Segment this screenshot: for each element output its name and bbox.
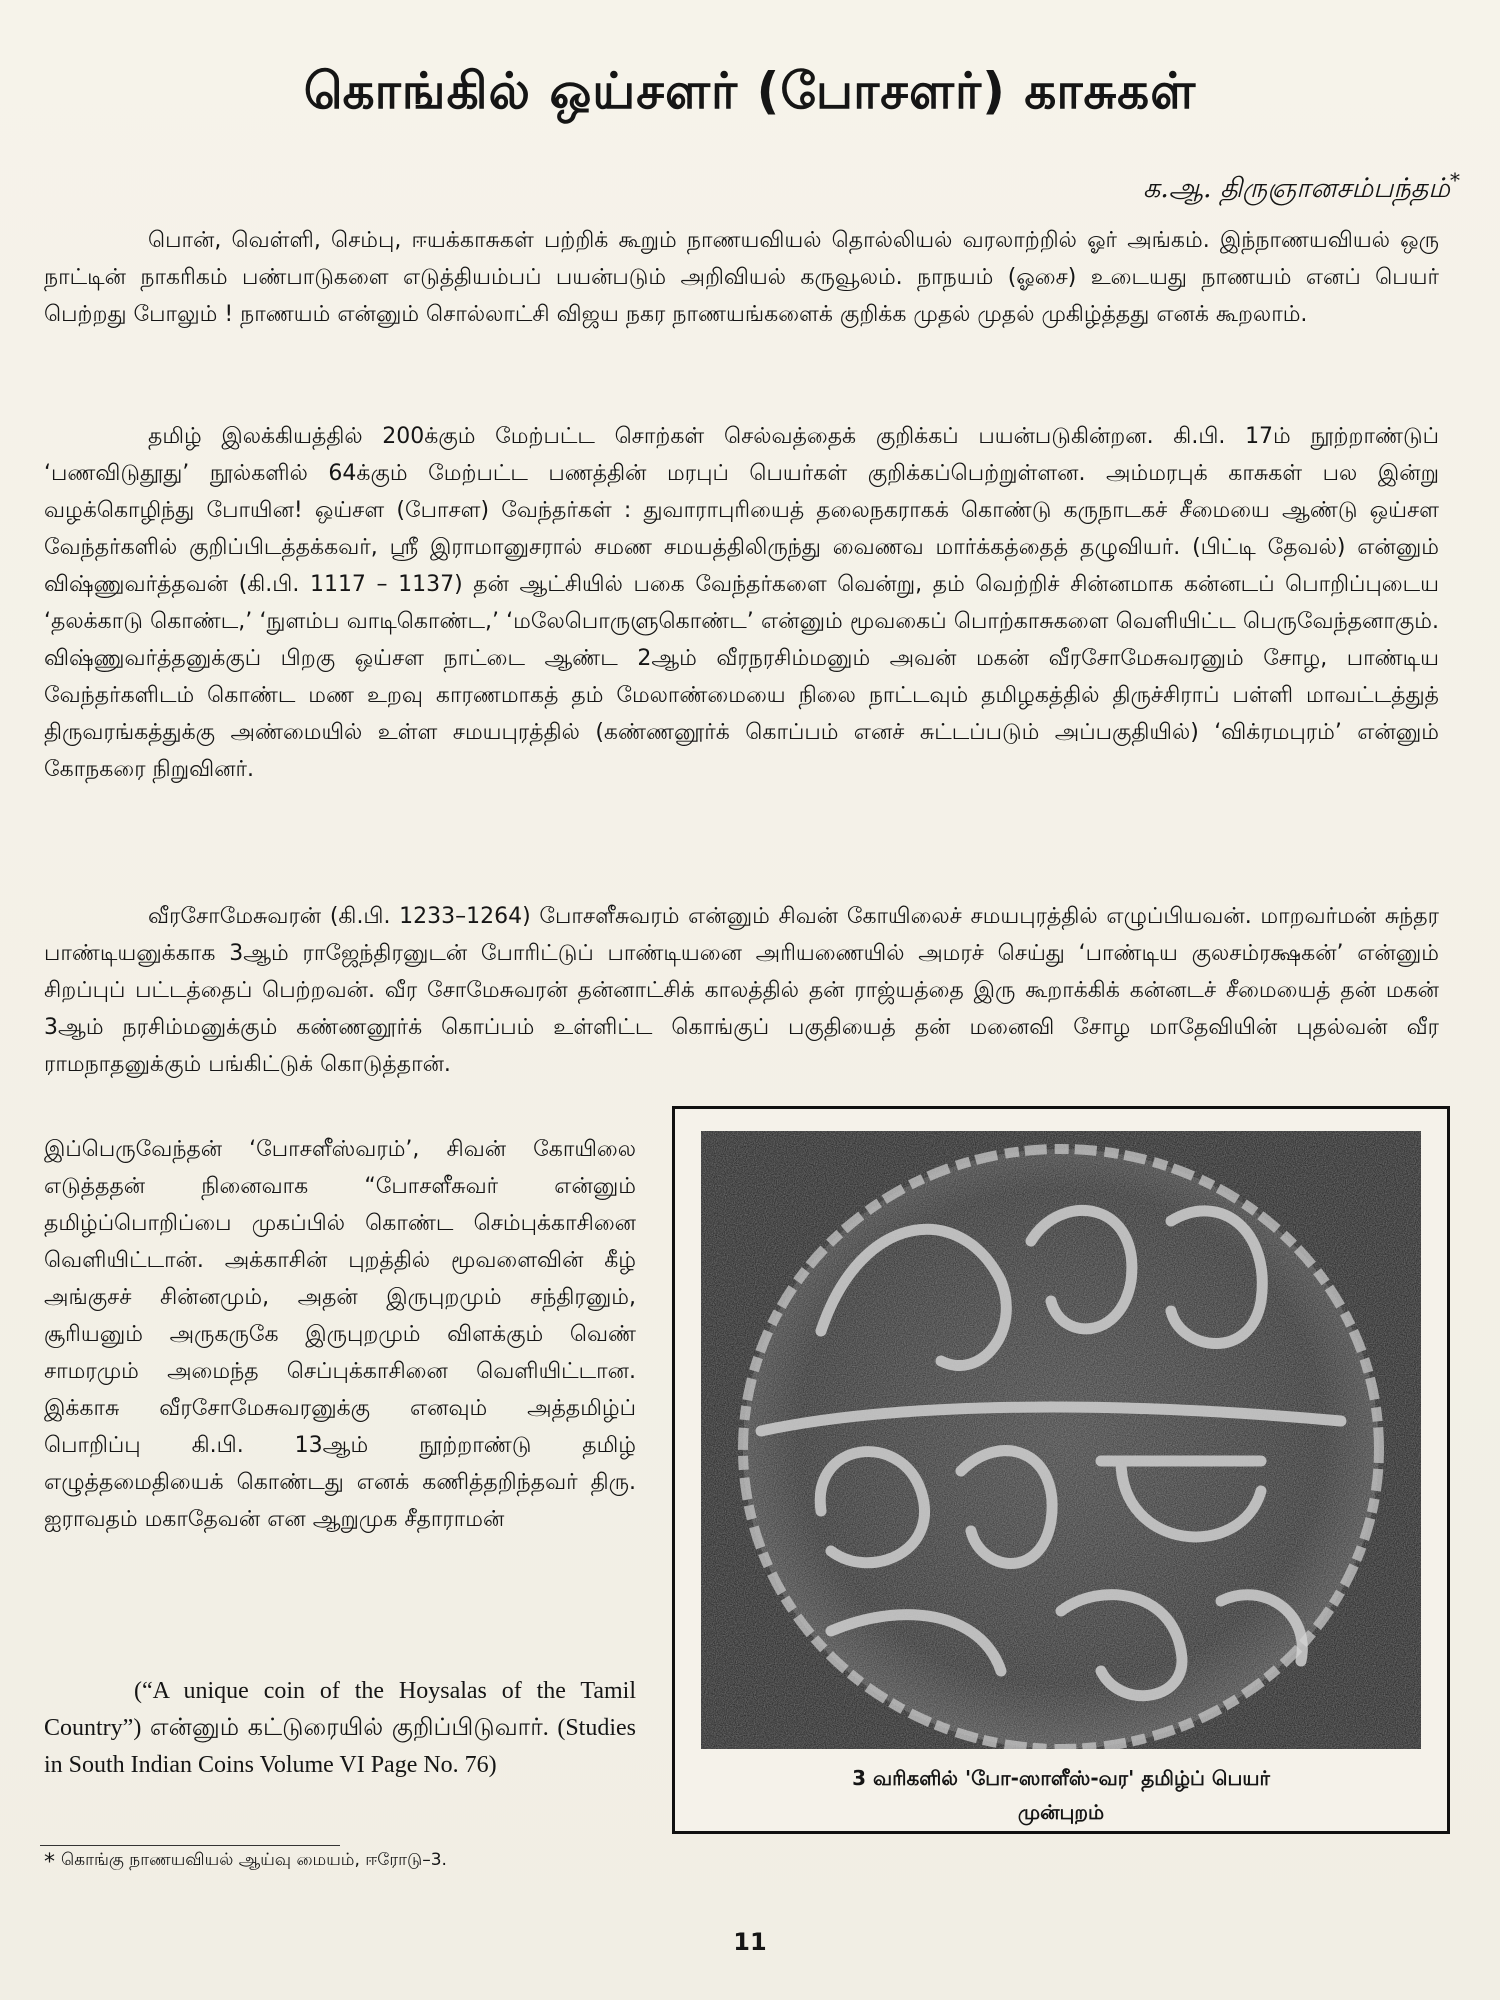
author-line xyxy=(1143,168,1460,208)
caption-line-1: 3 வரிகளில் 'போ-ஸாளீஸ்-வர' தமிழ்ப் பெயர் xyxy=(852,1766,1270,1790)
author-footnote-mark: * xyxy=(1450,168,1460,192)
photo-grain xyxy=(701,1131,1421,1749)
article-title: கொங்கில் ஒய்சளர் (போசளர்) காசுகள் xyxy=(303,62,1197,120)
caption-line-2: முன்புறம் xyxy=(1017,1800,1105,1824)
figure-caption xyxy=(675,1761,1447,1829)
paragraph-intro: பொன், வெள்ளி, செம்பு, ஈயக்காசுகள் பற்றிக் கூறும் நாணயவியல் தொல்லியல் வரலாற்றில் ஓர் அங்கம். இந்நாணயவியல் ஒரு நாட்டின் நாகரிகம் பண்பாடுகளை எடுத்தியம்பப் பயன்படும் அறிவியல் கருவூலம். நாநயம் (ஓசை) உடையது நாணயம் எனப் பெயர் பெற்றது போலும் ! நாணயம் என்னும் சொல்லாட்சி விஜய நகர நாணயங்களைக் குறிக்க முதல் முதல் முகிழ்த்தது எனக் கூறலாம். xyxy=(44,228,1439,327)
author-name: க.ஆ. திருஞானசம்பந்தம் xyxy=(1142,173,1450,204)
footnote xyxy=(44,1850,447,1875)
coin-photo xyxy=(701,1131,1421,1749)
paragraph-veerasomeswaran: வீரசோமேசுவரன் (கி.பி. 1233–1264) போசளீசுவரம் என்னும் சிவன் கோயிலைச் சமயபுரத்தில் எழுப்பியவன். மாறவர்மன் சுந்தர பாண்டியனுக்காக 3ஆம் ராஜேந்திரனுடன் போரிட்டுப் பாண்டியனை அரியணையில் அமரச் செய்து ‘பாண்டிய குலசம்ரக்ஷகன்’ என்னும் சிறப்புப் பட்டத்தைப் பெற்றவன். வீர சோமேசுவரன் தன்னாட்சிக் காலத்தில் தன் ராஜ்யத்தை இரு கூறாக்கிக் கன்னடச் சீமையைத் தன் மகன் 3ஆம் நரசிம்மனுக்கும் கண்ணனூர்க் கொப்பம் உள்ளிட்ட கொங்குப் பகுதியைத் தன் மனைவி சோழ மாதேவியின் புதல்வன் வீர ராமநாதனுக்கும் பங்கிட்டுக் கொடுத்தான். xyxy=(44,904,1439,1077)
coin-figure xyxy=(672,1106,1450,1834)
paragraph-reference: (“A unique coin of the Hoysalas of the Tamil Country”) என்னும் கட்டுரையில் குறிப்பிடுவார். (Studies in South Indian Coins Volume VI Page No. 76) xyxy=(44,1678,636,1778)
footnote-text: கொங்கு நாணயவியல் ஆய்வு மையம், ஈரோடு–3. xyxy=(61,1850,447,1870)
paragraph-literature: தமிழ் இலக்கியத்தில் 200க்கும் மேற்பட்ட சொற்கள் செல்வத்தைக் குறிக்கப் பயன்படுகின்றன. கி.பி. 17ம் நூற்றாண்டுப் ‘பணவிடுதூது’ நூல்களில் 64க்கும் மேற்பட்ட பணத்தின் மரபுப் பெயர்கள் குறிக்கப்பெற்றுள்ளன. அம்மரபுக் காசுகள் பல இன்று வழக்கொழிந்து போயின! ஒய்சள (போசள) வேந்தர்கள் : துவாராபுரியைத் தலைநகராகக் கொண்டு கருநாடகச் சீமையை ஆண்டு ஒய்சள வேந்தர்களில் குறிப்பிடத்தக்கவர், ஸ்ரீ இராமானுசரால் சமண சமயத்திலிருந்து வைணவ மார்க்கத்தைத் தழுவியர். (பிட்டி தேவல்) என்னும் விஷ்ணுவர்த்தவன் (கி.பி. 1117 – 1137) தன் ஆட்சியில் பகை வேந்தர்களை வென்று, தம் வெற்றிச் சின்னமாக கன்னடப் பொறிப்புடைய ‘தலக்காடு கொண்ட,’ ‘நுளம்ப வாடிகொண்ட,’ ‘மலேபொருளுகொண்ட’ என்னும் மூவகைப் பொற்காசுகளை வெளியிட்ட பெருவேந்தனாகும். விஷ்ணுவர்த்தனுக்குப் பிறகு ஒய்சள நாட்டை ஆண்ட 2ஆம் வீரநரசிம்மனும் அவன் மகன் வீரசோமேசுவரனும் சோழ, பாண்டிய வேந்தர்களிடம் கொண்ட மண உறவு காரணமாகத் தம் மேலாண்மையை நிலை நாட்டவும் தமிழகத்தில் திருச்சிராப் பள்ளி மாவட்டத்துத் திருவரங்கத்துக்கு அண்மையில் உள்ள சமயபுரத்தில் (கண்ணனூர்க் கொப்பம் எனச் சுட்டப்படும் அப்பகுதியில்) ‘விக்ரமபுரம்’ என்னும் கோநகரை நிறுவினர். xyxy=(44,424,1439,782)
paragraph-coin-description: இப்பெருவேந்தன் ‘போசளீஸ்வரம்’, சிவன் கோயிலை எடுத்ததன் நினைவாக “போசளீசுவர் என்னும் தமிழ்ப்பொறிப்பை முகப்பில் கொண்ட செம்புக்காசினை வெளியிட்டான். அக்காசின் புறத்தில் மூவளைவின் கீழ் அங்குசச் சின்னமும், அதன் இருபுறமும் சந்திரனும், சூரியனும் அருகருகே இருபுறமும் விளக்கும் வெண் சாமரமும் அமைந்த செப்புக்காசினை வெளியிட்டான. இக்காசு வீரசோமேசுவரனுக்கு எனவும் அத்தமிழ்ப் பொறிப்பு கி.பி. 13ஆம் நூற்றாண்டு தமிழ் எழுத்தமைதியைக் கொண்டது எனக் கணித்தறிந்தவர் திரு. ஐராவதம் மகாதேவன் என ஆறுமுக சீதாராமன் xyxy=(44,1137,636,1532)
footnote-divider xyxy=(40,1845,340,1846)
page-number: 11 xyxy=(733,1928,767,1956)
footnote-mark: * xyxy=(44,1850,55,1875)
